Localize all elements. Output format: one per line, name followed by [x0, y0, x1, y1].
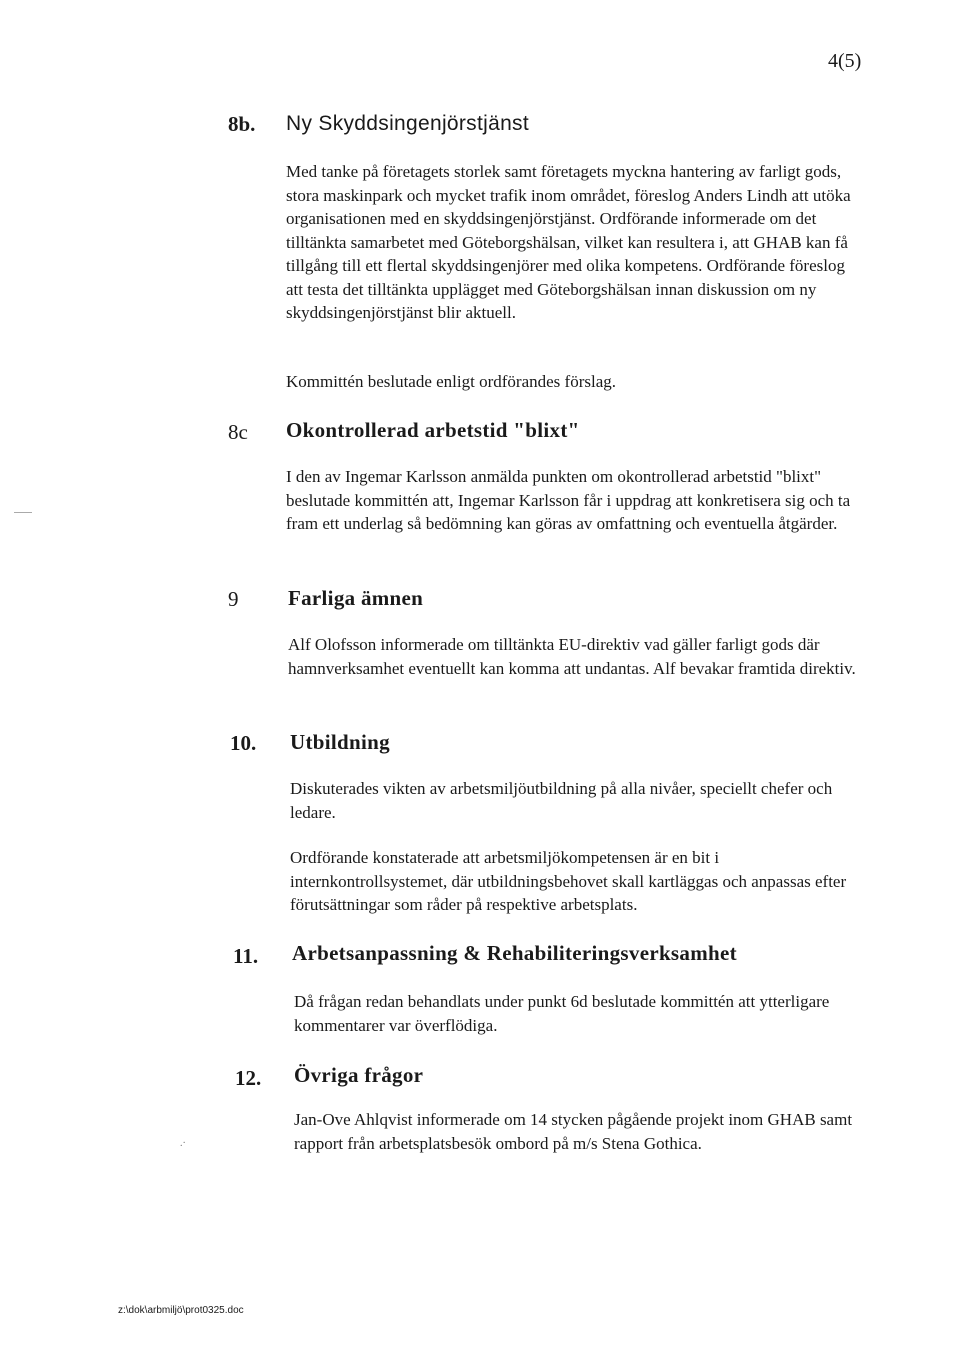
section-9-number: 9 [228, 587, 239, 611]
section-8c-number: 8c [228, 420, 248, 444]
section-11-paragraph-1: Då frågan redan behandlats under punkt 6d beslutade kommittén att ytterligare kommentarer var överflödiga. [294, 992, 830, 1035]
section-10-paragraph-1: Diskuterades vikten av arbetsmiljöutbildning på alla nivåer, speciellt chefer och ledare. [290, 779, 833, 822]
section-12-paragraph-1: Jan-Ove Ahlqvist informerade om 14 stycken pågående projekt inom GHAB samt rapport från arbetsplatsbesök ombord på m/s Stena Gothica. [294, 1110, 853, 1153]
scan-mark [14, 512, 32, 513]
section-11-number: 11. [233, 944, 259, 968]
section-8b-paragraph-2: Kommittén beslutade enligt ordförandes förslag. [286, 372, 616, 391]
section-11-title: Arbetsanpassning & Rehabiliteringsverksamhet [292, 941, 737, 965]
section-10-title: Utbildning [290, 730, 390, 754]
section-8b-paragraph-1: Med tanke på företagets storlek samt företagets myckna hantering av farligt gods, stora maskinpark och mycket trafik inom området, föreslog Anders Lindh att utöka organisationen med en skyddsingenjörstjänst. Ordförande informerade om det tilltänkta samarbetet med Göteborgshälsan, vilket kan resultera i, att GHAB kan få tillgång till ett flertal skyddsingenjörer med olika kompetens. Ordförande föreslog att testa det tilltänkta upplägget med Göteborgshälsan innan diskussion om ny skyddsingenjörstjänst blir aktuell. [286, 162, 851, 322]
section-10-paragraph-2: Ordförande konstaterade att arbetsmiljökompetensen är en bit i internkontrollsystemet, där utbildningsbehovet skall kartläggas och anpassas efter förutsättningar som råder på respektive arbetsplats. [290, 848, 847, 914]
section-8c-paragraph-1: I den av Ingemar Karlsson anmälda punkten om okontrollerad arbetstid "blixt" beslutade kommittén att, Ingemar Karlsson får i uppdrag att konkretisera sig och ta fram ett underlag så bedömning kan göras av omfattning och eventuella åtgärder. [286, 467, 851, 533]
section-8b-title: Ny Skyddsingenjörstjänst [286, 112, 529, 135]
page-number: 4(5) [828, 50, 862, 72]
section-12-title: Övriga frågor [294, 1063, 424, 1087]
scan-dot: .· [180, 1138, 186, 1149]
section-10-number: 10. [230, 731, 257, 755]
section-8b-number: 8b. [228, 112, 256, 136]
section-12-number: 12. [235, 1066, 262, 1090]
file-path-footer: z:\dok\arbmiljö\prot0325.doc [118, 1305, 244, 1316]
section-9-title: Farliga ämnen [288, 586, 424, 610]
section-9-paragraph-1: Alf Olofsson informerade om tilltänkta EU-direktiv vad gäller farligt gods där hamnverksamhet eventuellt kan komma att undantas. Alf bevakar framtida direktiv. [288, 635, 856, 678]
section-8c-title: Okontrollerad arbetstid "blixt" [286, 418, 580, 442]
